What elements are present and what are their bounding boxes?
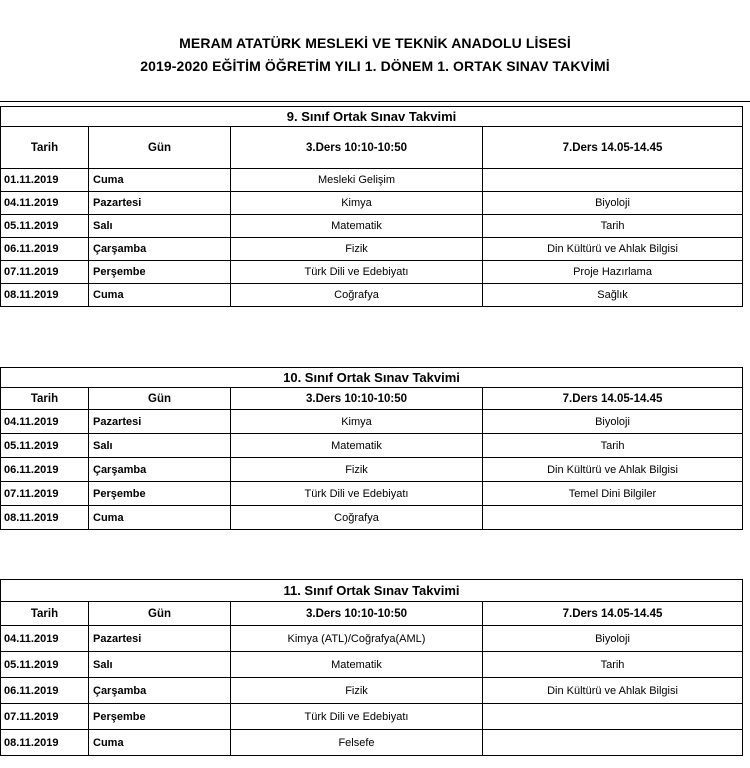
cell-period3: Matematik	[231, 652, 483, 678]
table-row	[1, 506, 743, 530]
cell-period3: Matematik	[231, 215, 483, 238]
schedule-grade-9	[0, 106, 750, 307]
col-header-period7: 7.Ders 14.05-14.45	[483, 602, 743, 626]
schedule-table	[0, 106, 743, 307]
cell-period3: Kimya	[231, 192, 483, 215]
cell-period7: Tarih	[483, 215, 743, 238]
cell-day: Çarşamba	[89, 458, 231, 482]
schedule-grade-11	[0, 579, 750, 756]
col-header-period3: 3.Ders 10:10-10:50	[231, 127, 483, 169]
cell-period3: Fizik	[231, 678, 483, 704]
document-title: 2019-2020 EĞİTİM ÖĞRETİM YILI 1. DÖNEM 1. ORTAK SINAV TAKVİMİ	[140, 58, 610, 74]
schedule-table	[0, 579, 743, 756]
cell-date: 08.11.2019	[1, 506, 89, 530]
header-row	[1, 388, 743, 410]
cell-period7: Tarih	[483, 652, 743, 678]
cell-period3: Mesleki Gelişim	[231, 169, 483, 192]
cell-day: Salı	[89, 652, 231, 678]
cell-day: Salı	[89, 215, 231, 238]
table-row	[1, 215, 743, 238]
cell-day: Perşembe	[89, 261, 231, 284]
cell-period7: Proje Hazırlama	[483, 261, 743, 284]
school-name: MERAM ATATÜRK MESLEKİ VE TEKNİK ANADOLU LİSESİ	[179, 35, 571, 51]
cell-period7: Temel Dini Bilgiler	[483, 482, 743, 506]
cell-period3: Kimya	[231, 410, 483, 434]
cell-period3: Coğrafya	[231, 284, 483, 307]
cell-period7	[483, 730, 743, 756]
cell-period3: Matematik	[231, 434, 483, 458]
schedule-title-row	[1, 107, 743, 127]
cell-period7	[483, 506, 743, 530]
cell-period3: Coğrafya	[231, 506, 483, 530]
cell-period3: Kimya (ATL)/Coğrafya(AML)	[231, 626, 483, 652]
cell-day: Cuma	[89, 284, 231, 307]
cell-date: 06.11.2019	[1, 458, 89, 482]
table-row	[1, 626, 743, 652]
header-divider	[0, 101, 750, 102]
cell-date: 04.11.2019	[1, 626, 89, 652]
table-row	[1, 169, 743, 192]
table-row	[1, 678, 743, 704]
cell-period7: Biyoloji	[483, 192, 743, 215]
col-header-period3: 3.Ders 10:10-10:50	[231, 388, 483, 410]
header-row	[1, 127, 743, 169]
table-row	[1, 261, 743, 284]
cell-date: 01.11.2019	[1, 169, 89, 192]
schedule-table	[0, 367, 743, 530]
schedule-title-row	[1, 368, 743, 388]
cell-period7: Biyoloji	[483, 410, 743, 434]
schedule-title-row	[1, 580, 743, 602]
cell-day: Pazartesi	[89, 192, 231, 215]
cell-date: 05.11.2019	[1, 434, 89, 458]
col-header-day: Gün	[89, 602, 231, 626]
cell-period7: Din Kültürü ve Ahlak Bilgisi	[483, 238, 743, 261]
header-row	[1, 602, 743, 626]
cell-date: 06.11.2019	[1, 678, 89, 704]
col-header-period7: 7.Ders 14.05-14.45	[483, 127, 743, 169]
cell-date: 07.11.2019	[1, 261, 89, 284]
table-row	[1, 238, 743, 261]
schedule-title: 10. Sınıf Ortak Sınav Takvimi	[1, 368, 743, 388]
cell-date: 06.11.2019	[1, 238, 89, 261]
table-row	[1, 410, 743, 434]
col-header-date: Tarih	[1, 127, 89, 169]
cell-period3: Fizik	[231, 238, 483, 261]
cell-period3: Fizik	[231, 458, 483, 482]
table-row	[1, 730, 743, 756]
cell-period7: Din Kültürü ve Ahlak Bilgisi	[483, 678, 743, 704]
cell-period7: Tarih	[483, 434, 743, 458]
cell-day: Çarşamba	[89, 678, 231, 704]
cell-period7: Din Kültürü ve Ahlak Bilgisi	[483, 458, 743, 482]
cell-period7	[483, 704, 743, 730]
cell-day: Cuma	[89, 730, 231, 756]
table-row	[1, 482, 743, 506]
col-header-day: Gün	[89, 127, 231, 169]
cell-period7: Biyoloji	[483, 626, 743, 652]
cell-day: Cuma	[89, 506, 231, 530]
table-row	[1, 458, 743, 482]
cell-day: Perşembe	[89, 482, 231, 506]
table-row	[1, 284, 743, 307]
cell-date: 05.11.2019	[1, 652, 89, 678]
cell-day: Cuma	[89, 169, 231, 192]
schedule-title: 9. Sınıf Ortak Sınav Takvimi	[1, 107, 743, 127]
cell-date: 04.11.2019	[1, 410, 89, 434]
cell-period3: Felsefe	[231, 730, 483, 756]
cell-period3: Türk Dili ve Edebiyatı	[231, 261, 483, 284]
cell-period7: Sağlık	[483, 284, 743, 307]
col-header-period3: 3.Ders 10:10-10:50	[231, 602, 483, 626]
cell-date: 05.11.2019	[1, 215, 89, 238]
cell-day: Pazartesi	[89, 626, 231, 652]
col-header-date: Tarih	[1, 388, 89, 410]
col-header-date: Tarih	[1, 602, 89, 626]
cell-date: 08.11.2019	[1, 730, 89, 756]
col-header-period7: 7.Ders 14.05-14.45	[483, 388, 743, 410]
table-row	[1, 192, 743, 215]
schedule-title: 11. Sınıf Ortak Sınav Takvimi	[1, 580, 743, 602]
cell-period3: Türk Dili ve Edebiyatı	[231, 482, 483, 506]
cell-day: Pazartesi	[89, 410, 231, 434]
cell-period3: Türk Dili ve Edebiyatı	[231, 704, 483, 730]
cell-date: 07.11.2019	[1, 482, 89, 506]
table-row	[1, 652, 743, 678]
cell-day: Perşembe	[89, 704, 231, 730]
table-row	[1, 704, 743, 730]
cell-date: 07.11.2019	[1, 704, 89, 730]
cell-day: Çarşamba	[89, 238, 231, 261]
cell-period7	[483, 169, 743, 192]
col-header-day: Gün	[89, 388, 231, 410]
cell-date: 04.11.2019	[1, 192, 89, 215]
cell-date: 08.11.2019	[1, 284, 89, 307]
table-row	[1, 434, 743, 458]
cell-day: Salı	[89, 434, 231, 458]
schedule-grade-10	[0, 367, 750, 530]
